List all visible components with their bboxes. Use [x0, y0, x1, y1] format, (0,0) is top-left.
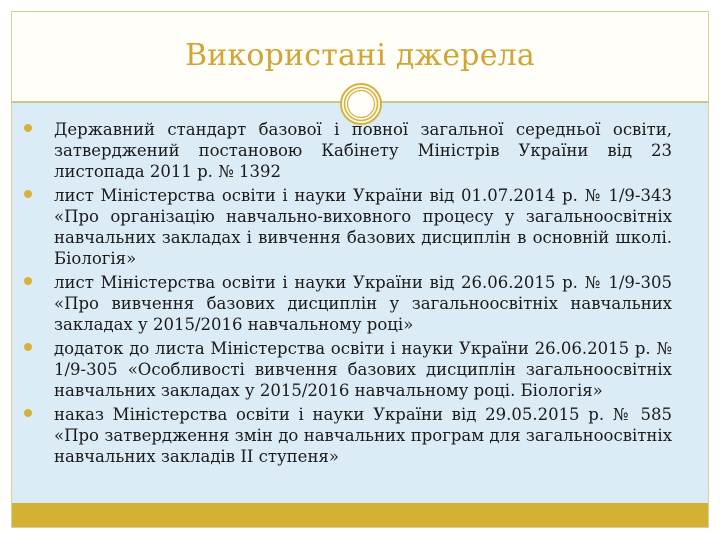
bullet-icon — [24, 409, 32, 417]
list-item — [36, 272, 672, 335]
source-text: Державний стандарт базової і повної загальної середньої освіти, затверджений постановою Кабінету Міністрів України від 23 листопада 2011 р. № 1392 — [54, 120, 672, 181]
sources-list — [36, 119, 672, 470]
list-item — [36, 404, 672, 467]
bullet-icon — [24, 343, 32, 351]
source-text: додаток до листа Міністерства освіти і науки України 26.06.2015 р. № 1/9-305 «Особливості вивчення базових дисциплін загальноосвітніх навчальних закладах у 2015/2016 навчальному році. Біологія» — [54, 339, 672, 400]
source-text: лист Міністерства освіти і науки України від 01.07.2014 р. № 1/9-343 «Про організацію навчально-виховного процесу у загальноосвітніх навчальних закладах і вивчення базових дисциплін в основній школі. Біологія» — [54, 186, 672, 268]
slide-title: Використані джерела — [185, 38, 535, 73]
source-text: лист Міністерства освіти і науки України від 26.06.2015 р. № 1/9-305 «Про вивчення базових дисциплін у загальноосвітніх навчальних закладах у 2015/2016 навчальному році» — [54, 273, 672, 334]
list-item — [36, 185, 672, 269]
source-text: наказ Міністерства освіти і науки України від 29.05.2015 р. № 585 «Про затвердження змін до навчальних програм для загальноосвітніх навчальних закладів ІІ ступеня» — [54, 405, 672, 466]
bullet-icon — [24, 277, 32, 285]
bullet-icon — [24, 190, 32, 198]
list-item — [36, 119, 672, 182]
bullet-icon — [24, 124, 32, 132]
list-item — [36, 338, 672, 401]
